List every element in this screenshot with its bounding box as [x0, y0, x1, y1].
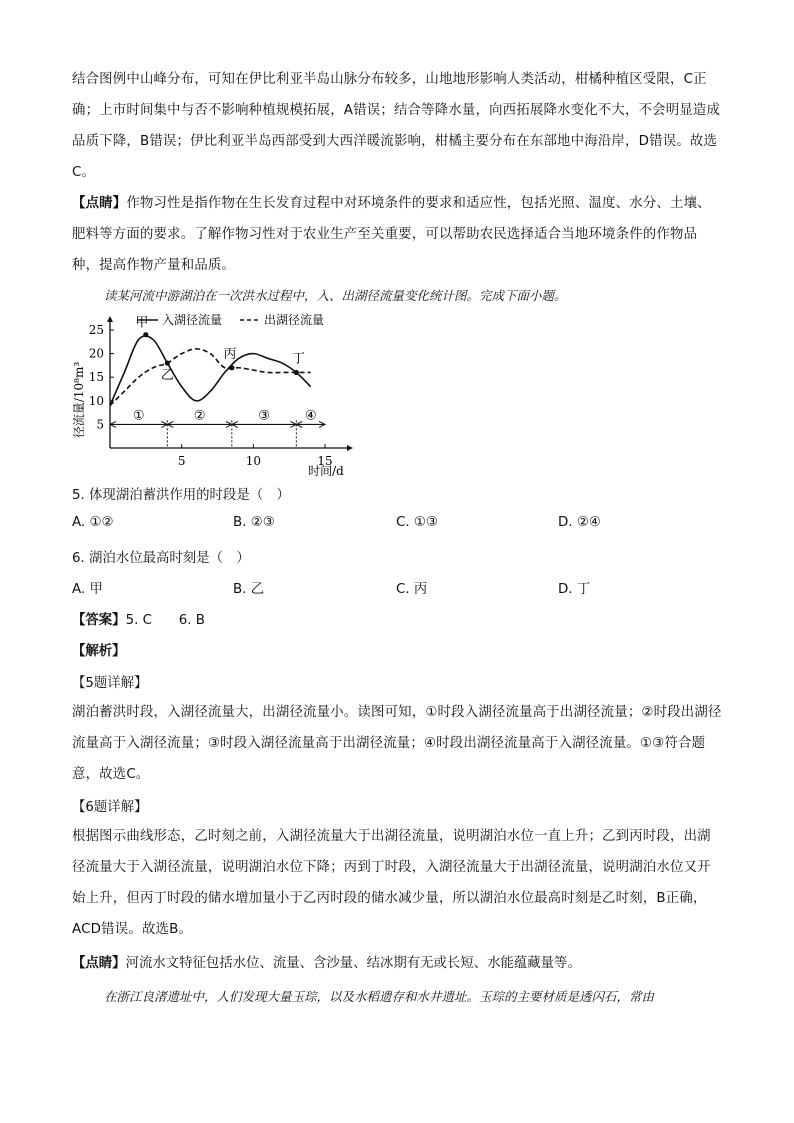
x-tick-label: 15 — [317, 454, 333, 468]
point-marker — [165, 360, 170, 365]
legend-inflow-label: 入湖径流量 — [162, 313, 223, 327]
period-label: ④ — [304, 408, 317, 424]
answer-label: 【答案】 — [72, 613, 126, 628]
point-marker — [294, 370, 299, 375]
y-tick-label: 15 — [88, 370, 104, 385]
y-axis-label: 径流量/10⁸m³ — [72, 361, 86, 439]
detail5-label: 【5题详解】 — [72, 676, 148, 691]
next-question-intro: 在浙江良渚遗址中，人们发现大量玉琮，以及水稻遗存和水井遗址。玉琮的主要材质是透闪石，常由 — [104, 989, 655, 1004]
x-tick-label: 5 — [177, 454, 186, 468]
x-axis-label: 时间/d — [308, 464, 344, 478]
detail6-label: 【6题详解】 — [72, 800, 148, 815]
inflow-line — [110, 336, 311, 406]
y-tick-label: 10 — [88, 393, 104, 408]
legend-outflow-label: 出湖径流量 — [264, 313, 325, 327]
question-intro: 读某河流中游湖泊在一次洪水过程中，入、出湖径流量变化统计图。完成下面小题。 — [104, 288, 567, 303]
q6-option-c[interactable]: C. 丙 — [396, 582, 428, 597]
q6-option-b[interactable]: B. 乙 — [233, 582, 265, 597]
tip2-label: 【点睛】 — [72, 956, 126, 971]
detail6-text: 根据图示曲线形态，乙时刻之前，入湖径流量大于出湖径流量，说明湖泊水位一直上升；乙到丙时段，出湖径流量大于入湖径流量，说明湖泊水位下降；丙到丁时段，入湖径流量大于出湖径流量，说明湖泊水位又开始上升，但丙丁时段的储水增加量小于乙丙时段的储水减少量，所以湖泊水位最高时刻是乙时刻，B正确，ACD错误。故选B。 — [72, 829, 711, 937]
y-tick-label: 20 — [88, 346, 104, 361]
point-label: 甲 — [135, 315, 149, 331]
period-label: ① — [132, 408, 145, 424]
detail5-text: 湖泊蓄洪时段，入湖径流量大，出湖径流量小。读图可知，①时段入湖径流量高于出湖径流量；②时段出湖径流量高于入湖径流量；③时段入湖径流量高于出湖径流量；④时段出湖径流量高于入湖径流量。①③符合题意，故选C。 — [72, 705, 722, 782]
y-axis-arrow — [107, 316, 113, 322]
period-label: ② — [193, 408, 206, 424]
point-label: 丙 — [223, 346, 237, 362]
answer-line — [72, 609, 205, 628]
period-label: ③ — [258, 408, 270, 424]
tip2-line — [72, 952, 581, 971]
q5-stem: 5. 体现湖泊蓄洪作用的时段是（ ） — [72, 488, 290, 503]
q6-option-a[interactable]: A. 甲 — [72, 582, 103, 597]
tip-paragraph — [72, 188, 722, 281]
analysis-paragraph: 结合图例中山峰分布，可知在伊比利亚半岛山脉分布较多，山地地形影响人类活动，柑橘种植区受限，C正确；上市时间集中与否不影响种植规模拓展，A错误；结合等降水量，向西拓展降水变化不大，不会明显造成品质下降，B错误；伊比利亚半岛西部受到大西洋暖流影响，柑橘主要分布在东部地中海沿岸，D错误。故选C。 — [72, 72, 721, 180]
q6-stem: 6. 湖泊水位最高时刻是（ ） — [72, 551, 250, 566]
outflow-line — [110, 346, 311, 406]
q5-option-d[interactable]: D. ②④ — [558, 515, 601, 530]
q6-option-d[interactable]: D. 丁 — [558, 582, 591, 597]
y-tick-label: 5 — [96, 417, 104, 432]
period-arrows — [110, 408, 325, 448]
q5-option-b[interactable]: B. ②③ — [233, 515, 275, 530]
q5-option-c[interactable]: C. ①③ — [396, 515, 438, 530]
q5-option-a[interactable]: A. ①② — [72, 515, 114, 530]
runoff-chart — [70, 305, 360, 480]
point-label: 乙 — [160, 368, 174, 384]
tip-text: 作物习性是指作物在生长发育过程中对环境条件的要求和适应性，包括光照、温度、水分、土壤、肥料等方面的要求。了解作物习性对于农业生产至关重要，可以帮助农民选择适合当地环境条件的作物品种，提高作物产量和品质。 — [72, 196, 711, 273]
analysis-label: 【解析】 — [72, 644, 126, 659]
x-axis-arrow — [347, 445, 353, 451]
x-tick-label: 10 — [245, 454, 261, 468]
point-label: 丁 — [291, 351, 305, 367]
point-marker — [143, 332, 148, 337]
answer-text: 5. C 6. B — [125, 613, 205, 628]
point-marker — [229, 365, 234, 370]
tip2-text: 河流水文特征包括水位、流量、含沙量、结冰期有无或长短、水能蕴藏量等。 — [125, 956, 581, 971]
series-lines — [110, 336, 311, 406]
y-tick-label: 25 — [88, 323, 104, 337]
tip-label: 【点睛】 — [72, 196, 127, 211]
